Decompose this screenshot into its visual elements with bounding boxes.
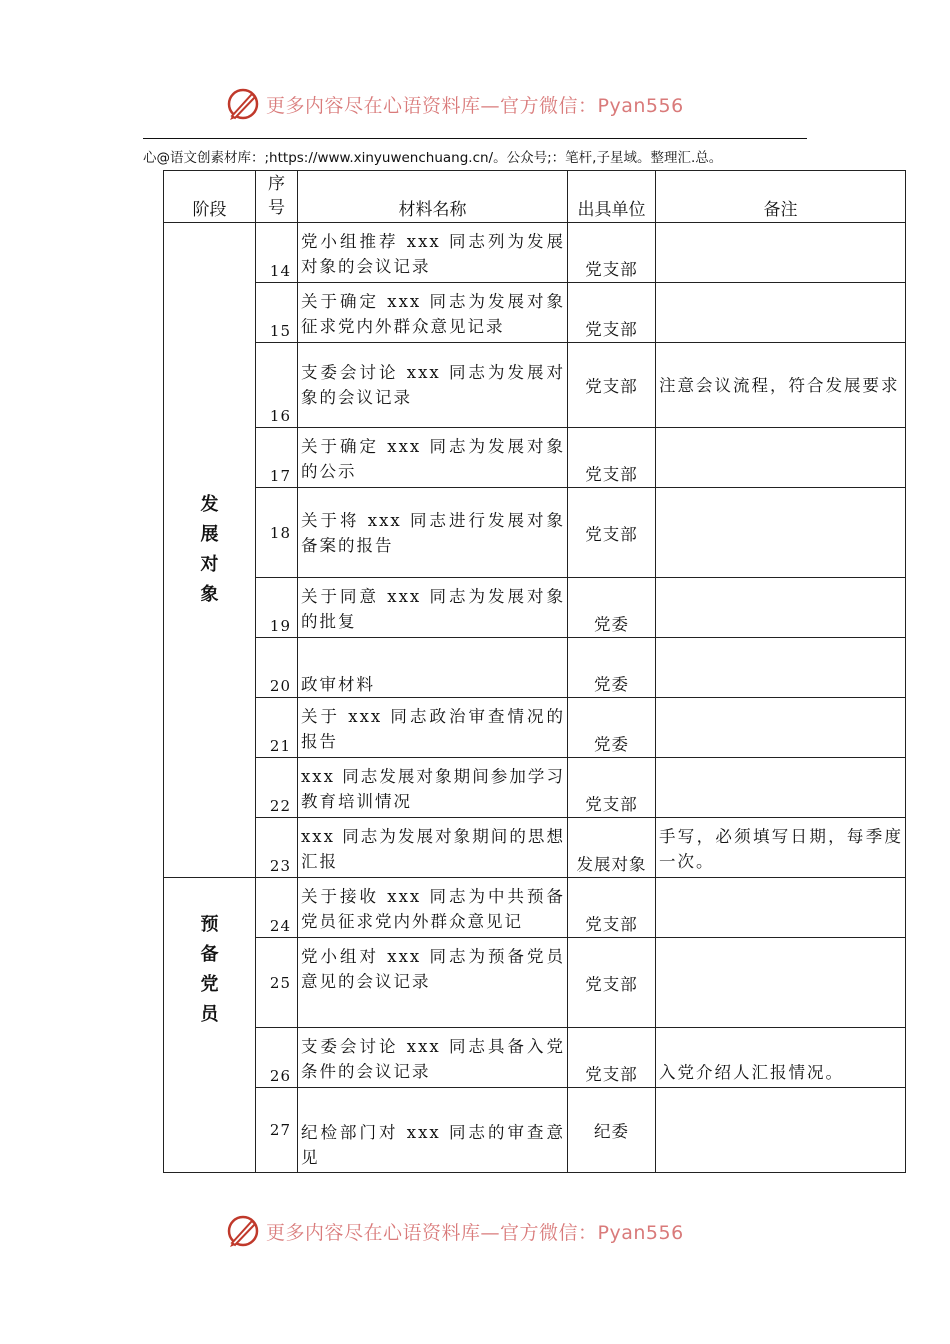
row-no: 18 [256,488,298,578]
row-unit: 发展对象 [568,818,656,878]
row-remark [656,428,906,488]
row-remark [656,878,906,938]
header-name: 材料名称 [298,171,568,223]
row-unit: 党委 [568,698,656,758]
row-name: xxx 同志为发展对象期间的思想汇报 [298,818,568,878]
row-remark [656,488,906,578]
row-name: 党小组对 xxx 同志为预备党员意见的会议记录 [298,938,568,1028]
table-row [164,428,906,488]
row-remark [656,283,906,343]
pen-logo-icon [226,1214,260,1248]
header-no: 序号 [256,171,298,223]
row-no: 21 [256,698,298,758]
materials-table [163,170,906,1173]
header-unit: 出具单位 [568,171,656,223]
row-name: 关于确定 xxx 同志为发展对象的公示 [298,428,568,488]
row-remark [656,698,906,758]
row-name: 支委会讨论 xxx 同志为发展对象的会议记录 [298,343,568,428]
stage-cell-development: 发展对象 [164,223,256,878]
row-name: 纪检部门对 xxx 同志的审查意见 [298,1088,568,1173]
table-row [164,1088,906,1173]
row-unit: 党支部 [568,223,656,283]
row-remark: 注意会议流程，符合发展要求 [656,343,906,428]
table-row [164,488,906,578]
row-no: 20 [256,638,298,698]
row-unit: 党支部 [568,283,656,343]
row-unit: 党支部 [568,343,656,428]
row-remark [656,758,906,818]
row-no: 17 [256,428,298,488]
pen-logo-icon [226,87,260,121]
stage-cell-probationary: 预备党员 [164,878,256,1173]
row-remark: 入党介绍人汇报情况。 [656,1028,906,1088]
table-row [164,698,906,758]
table-row [164,818,906,878]
table-row [164,938,906,1028]
row-unit: 党支部 [568,428,656,488]
row-remark [656,578,906,638]
row-no: 27 [256,1088,298,1173]
row-no: 14 [256,223,298,283]
table-row [164,1028,906,1088]
header-remark: 备注 [656,171,906,223]
row-name: 政审材料 [298,638,568,698]
row-remark [656,938,906,1028]
row-name: 关于确定 xxx 同志为发展对象征求党内外群众意见记录 [298,283,568,343]
row-remark [656,1088,906,1173]
row-unit: 党委 [568,638,656,698]
row-no: 19 [256,578,298,638]
table-row [164,578,906,638]
row-unit: 党支部 [568,1028,656,1088]
row-no: 22 [256,758,298,818]
row-remark: 手写，必须填写日期，每季度一次。 [656,818,906,878]
header-banner [226,84,684,124]
row-no: 15 [256,283,298,343]
banner-text: 更多内容尽在心语资料库—官方微信：Pyan556 [266,94,684,117]
footer-banner [226,1211,684,1251]
table-row [164,878,906,938]
row-unit: 党支部 [568,938,656,1028]
row-name: 关于将 xxx 同志进行发展对象备案的报告 [298,488,568,578]
row-name: 关于接收 xxx 同志为中共预备党员征求党内外群众意见记 [298,878,568,938]
row-no: 26 [256,1028,298,1088]
row-unit: 纪委 [568,1088,656,1173]
row-remark [656,638,906,698]
table-header-row [164,171,906,223]
row-no: 16 [256,343,298,428]
row-name: 支委会讨论 xxx 同志具备入党条件的会议记录 [298,1028,568,1088]
row-unit: 党支部 [568,488,656,578]
row-name: 关于同意 xxx 同志为发展对象的批复 [298,578,568,638]
row-no: 23 [256,818,298,878]
row-remark [656,223,906,283]
row-unit: 党支部 [568,878,656,938]
row-name: 党小组推荐 xxx 同志列为发展对象的会议记录 [298,223,568,283]
header-rule [143,138,807,139]
row-no: 24 [256,878,298,938]
source-line: 心@语文创素材库：;https://www.xinyuwenchuang.cn/。公众号;：笔杆,子星域。整理汇.总。 [143,150,723,166]
row-unit: 党支部 [568,758,656,818]
row-no: 25 [256,938,298,1028]
header-stage: 阶段 [164,171,256,223]
banner-text: 更多内容尽在心语资料库—官方微信：Pyan556 [266,1221,684,1244]
table-row [164,223,906,283]
table-row [164,283,906,343]
table-row [164,638,906,698]
row-unit: 党委 [568,578,656,638]
table-row [164,758,906,818]
row-name: 关于 xxx 同志政治审查情况的报告 [298,698,568,758]
table-row [164,343,906,428]
row-name: xxx 同志发展对象期间参加学习教育培训情况 [298,758,568,818]
